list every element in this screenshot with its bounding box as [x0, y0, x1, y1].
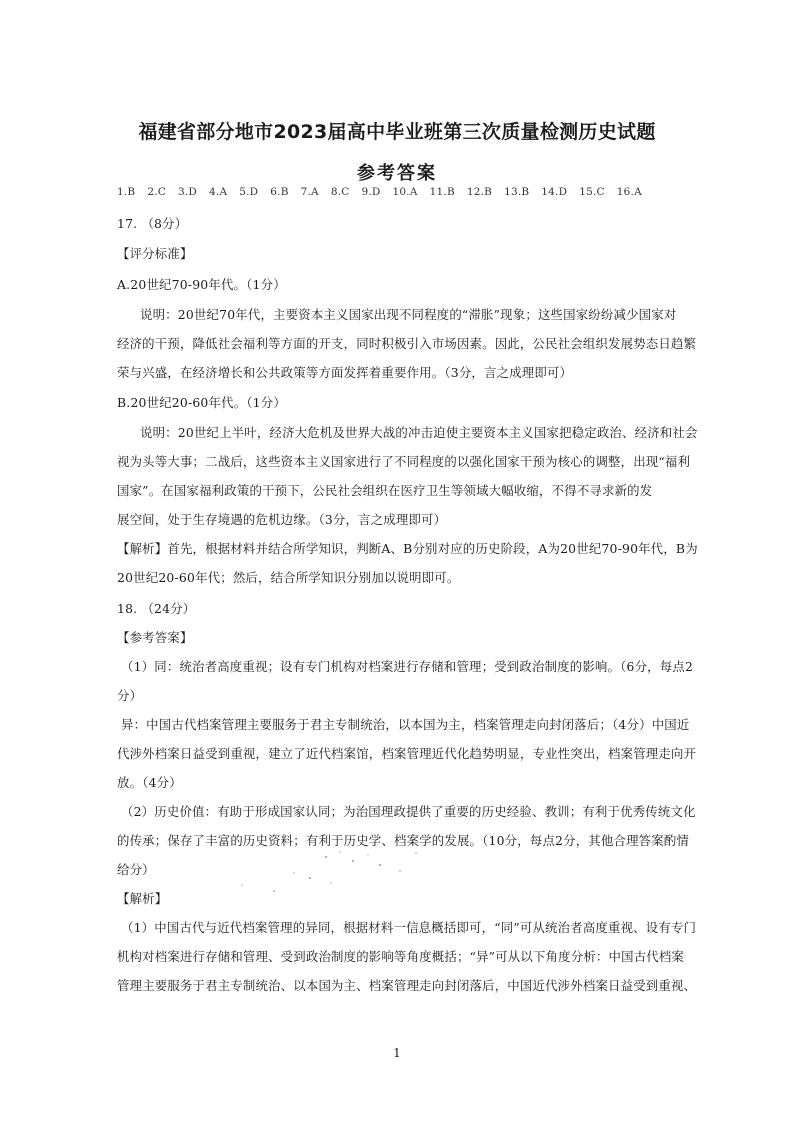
- q17-b-line: 视为头等大事；二战后，这些资本主义国家进行了不同程度的以强化国家干预为核心的调整，出现“福利: [117, 454, 691, 469]
- q18-answer-line: 分）: [117, 688, 143, 703]
- q17-b-line: 国家”。在国家福利政策的干预下，公民社会组织在医疗卫生等领域大幅收缩，不得不寻求新的发: [117, 483, 653, 498]
- q17-a-heading: A.20世纪70-90年代。（1分）: [117, 277, 286, 292]
- answer-item: 14.D: [541, 186, 568, 198]
- document-title: 福建省部分地市2023届高中毕业班第三次质量检测历史试题: [138, 121, 656, 143]
- q18-analysis-line: 机构对档案进行存储和管理、受到政治制度的影响等角度概括；“异”可从以下角度分析：中国古代档案: [117, 949, 685, 964]
- answer-item: 10.A: [392, 186, 418, 198]
- q17-analysis-line: 【解析】首先，根据材料并结合所学知识，判断A、B分别对应的历史阶段，A为20世纪70-90年代，B为: [117, 541, 698, 556]
- q17-a-line: 经济的干预，降低社会福利等方面的开支，同时积极引入市场因素。因此，公民社会组织发展势态日趋繁: [117, 336, 697, 351]
- answer-item: 12.B: [466, 186, 493, 198]
- multiple-choice-answers: [117, 186, 717, 198]
- q18-answer-line: （2）历史价值：有助于形成国家认同；为治国理政提供了重要的历史经验、教训；有利于优秀传统文化: [121, 804, 696, 819]
- q17-b-heading: B.20世纪20-60年代。（1分）: [117, 395, 286, 410]
- document-subtitle: 参考答案: [357, 163, 437, 184]
- answer-item: 7.A: [300, 186, 319, 198]
- q18-analysis-line: 管理主要服务于君主专制统治、以本国为主、档案管理走向封闭落后，中国近代涉外档案日益受到重视、: [117, 978, 697, 993]
- scan-noise: [230, 843, 460, 903]
- q18-answer-line: 代涉外档案日益受到重视，建立了近代档案馆，档案管理近代化趋势明显，专业性突出，档案管理走向开: [117, 746, 697, 761]
- q17-rubric-label: 【评分标准】: [117, 246, 193, 261]
- answer-item: 2.C: [147, 186, 166, 198]
- q18-answer-line: （1）同：统治者高度重视；设有专门机构对档案进行存储和管理；受到政治制度的影响。（6分，每点2: [121, 659, 694, 674]
- q17-heading: 17. （8分）: [117, 216, 188, 231]
- answer-item: 13.B: [504, 186, 530, 198]
- q18-answer-line: 给分）: [117, 862, 155, 877]
- answer-item: 3.D: [178, 186, 198, 198]
- answer-item: 1.B: [117, 186, 136, 198]
- answer-item: 9.D: [361, 186, 381, 198]
- q18-heading: 18. （24分）: [117, 601, 196, 616]
- answer-item: 15.C: [579, 186, 605, 198]
- q17-analysis-line: 20世纪20-60年代；然后，结合所学知识分别加以说明即可。: [117, 570, 460, 585]
- q17-a-line: 说明：20世纪70年代，主要资本主义国家出现不同程度的“滞胀”现象；这些国家纷纷减少国家对: [140, 307, 677, 322]
- q18-answer-line: 放。（4分）: [117, 775, 182, 790]
- answer-item: 4.A: [209, 186, 228, 198]
- q17-b-line: 说明：20世纪上半叶，经济大危机及世界大战的冲击迫使主要资本主义国家把稳定政治、经济和社会: [140, 425, 698, 440]
- page-number: 1: [393, 1046, 401, 1060]
- q18-answer-line: 的传承；保存了丰富的历史资料；有利于历史学、档案学的发展。（10分，每点2分，其他合理答案酌情: [117, 833, 690, 848]
- answer-item: 11.B: [429, 186, 455, 198]
- answer-item: 6.B: [270, 186, 289, 198]
- q18-ref-label: 【参考答案】: [117, 630, 193, 645]
- q18-analysis-line: （1）中国古代与近代档案管理的异同，根据材料一信息概括即可，“同”可从统治者高度重视、设有专门: [121, 920, 697, 935]
- answer-item: 5.D: [239, 186, 259, 198]
- answer-item: 16.A: [616, 186, 642, 198]
- q18-answer-line: 异：中国古代档案管理主要服务于君主专制统治，以本国为主，档案管理走向封闭落后；（4分）中国近: [121, 717, 690, 732]
- q17-b-line: 展空间，处于生存境遇的危机边缘。（3分，言之成理即可）: [117, 512, 447, 527]
- q17-a-line: 荣与兴盛，在经济增长和公共政策等方面发挥着重要作用。（3分，言之成理即可）: [117, 365, 573, 380]
- q18-analysis-label: 【解析】: [117, 891, 168, 906]
- answer-item: 8.C: [330, 186, 350, 198]
